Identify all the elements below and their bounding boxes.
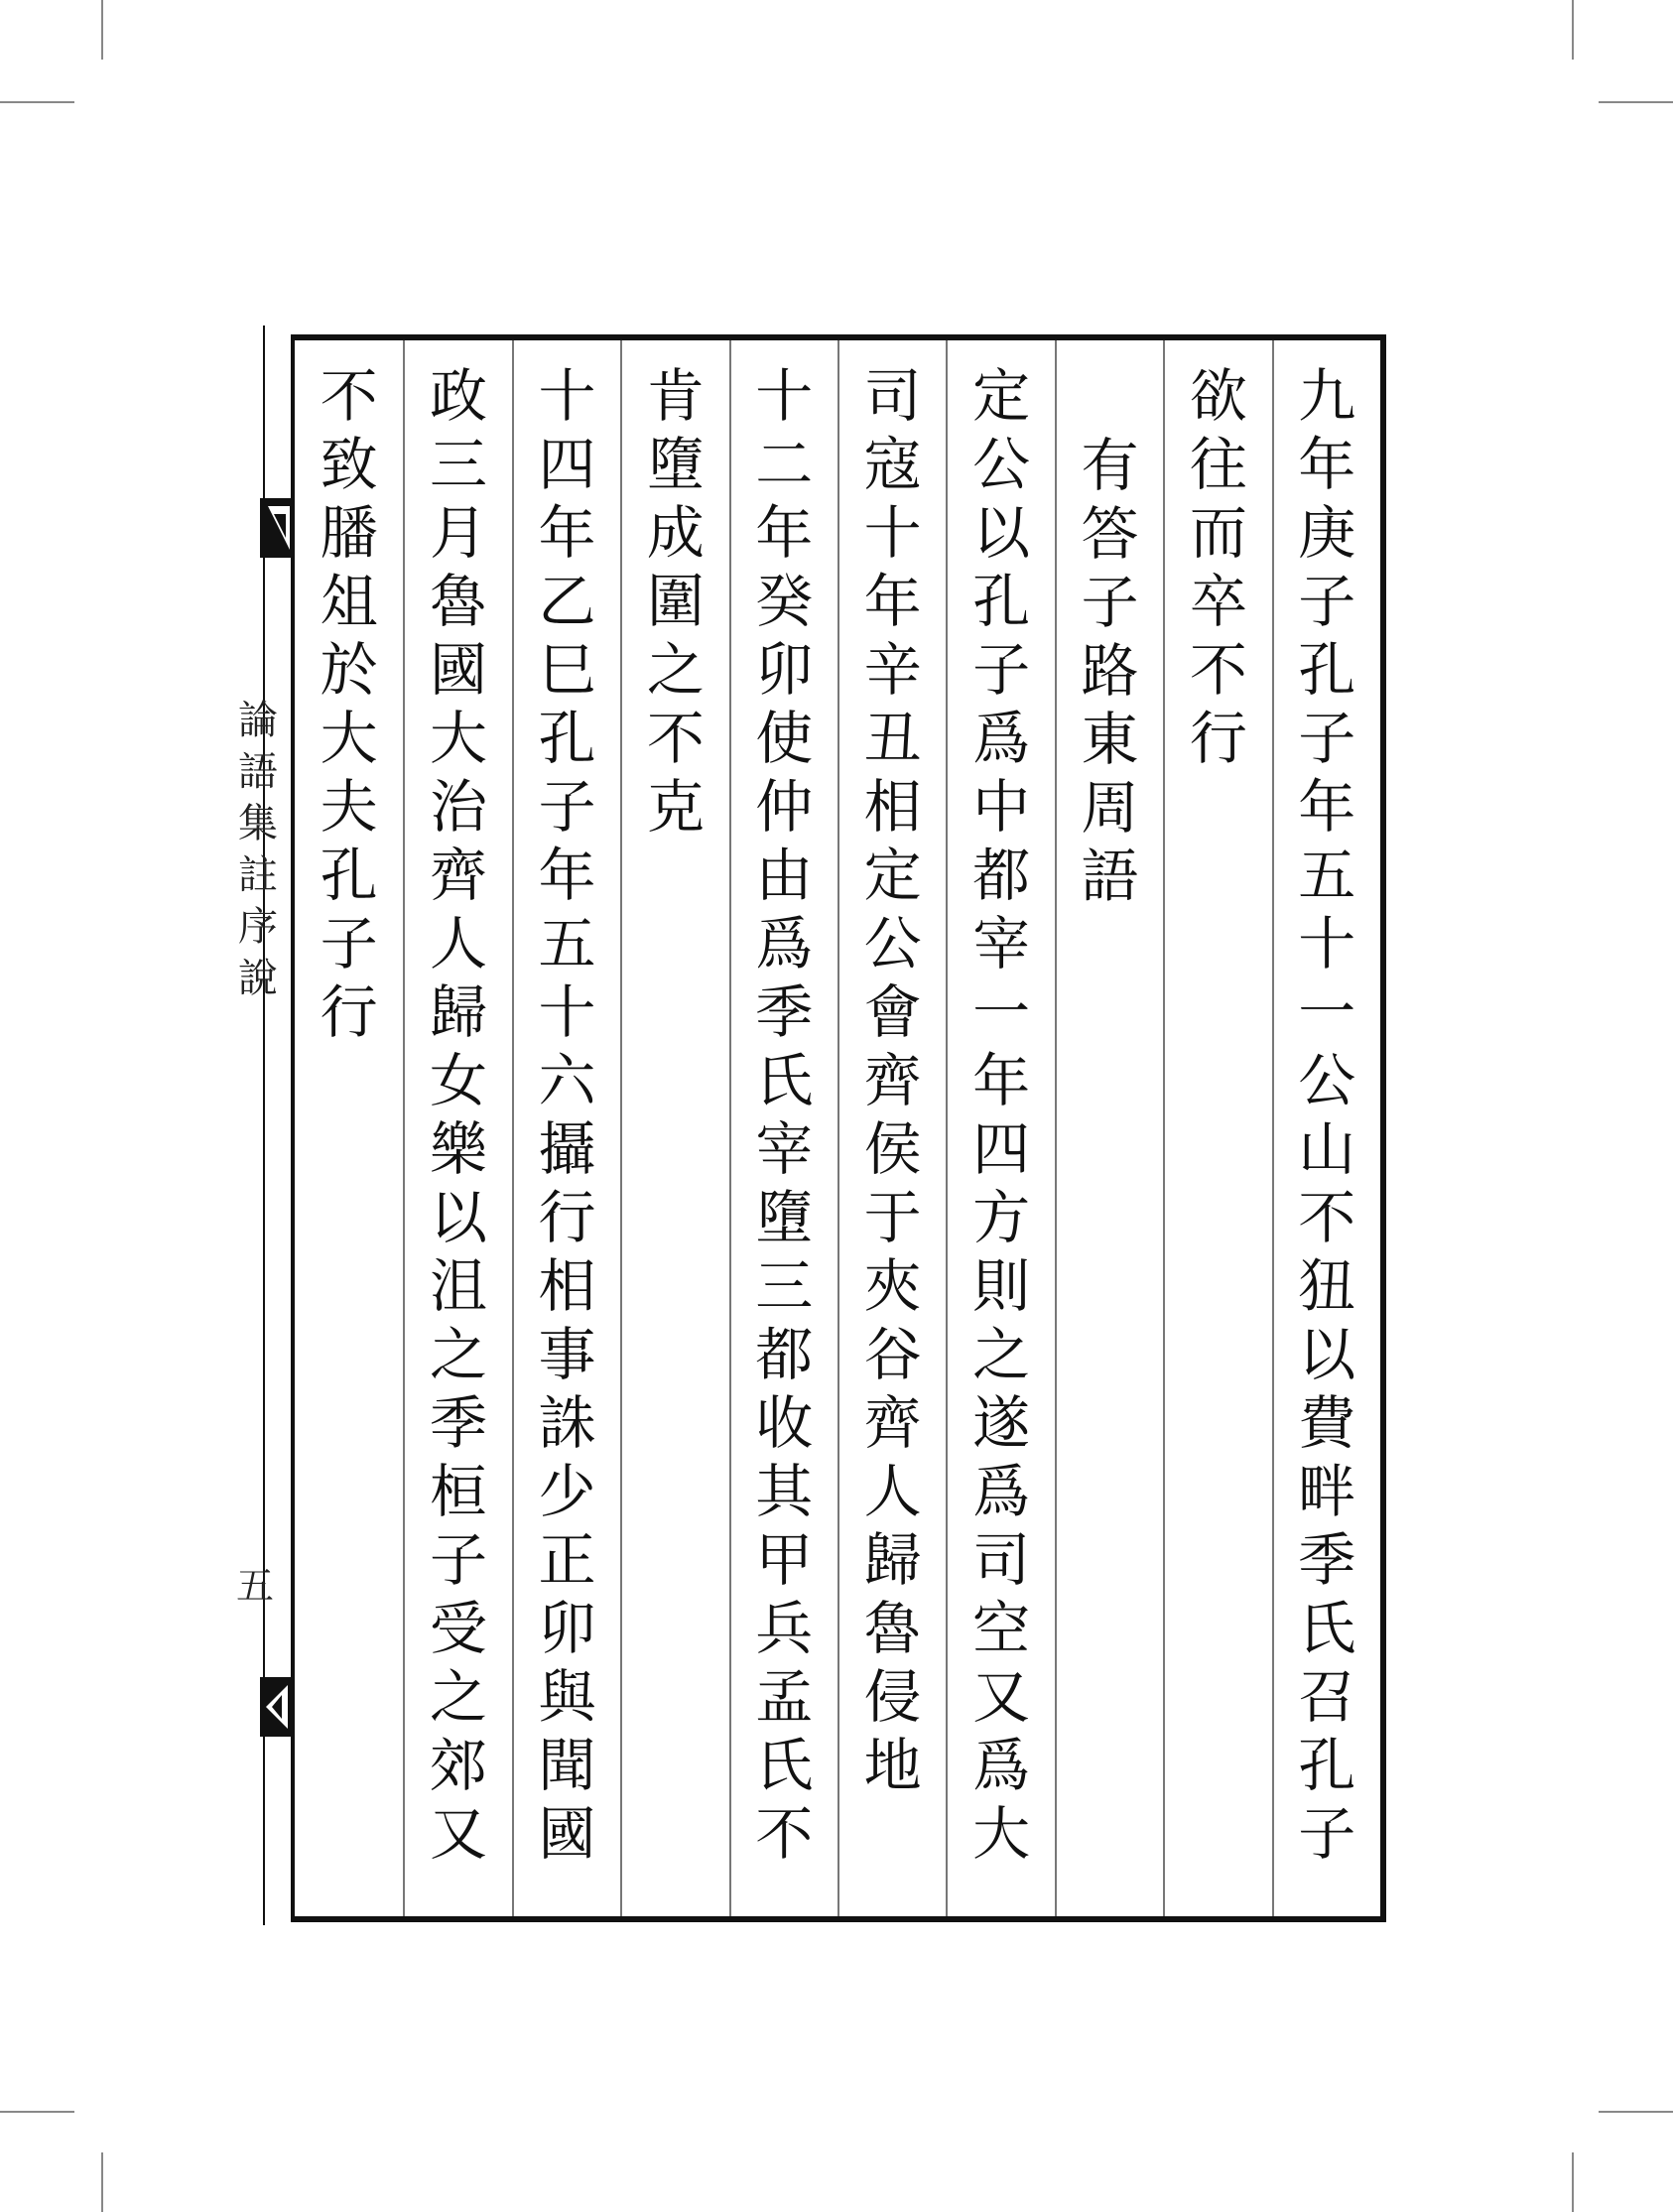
- glyph: 谷: [863, 1321, 922, 1388]
- glyph: 受: [430, 1595, 488, 1662]
- glyph: 又: [972, 1663, 1031, 1731]
- glyph: 巳: [538, 636, 596, 704]
- glyph: 九: [1298, 362, 1356, 430]
- text-column: [837, 340, 946, 1916]
- glyph: 十: [1298, 910, 1356, 977]
- glyph: 郊: [430, 1732, 488, 1799]
- glyph: 肯: [646, 362, 705, 430]
- glyph: 人: [863, 1458, 922, 1525]
- glyph: 不: [755, 1800, 814, 1868]
- text-column: [1163, 340, 1271, 1916]
- text-column: [729, 340, 837, 1916]
- glyph: 畔: [1298, 1458, 1356, 1525]
- glyph: 圍: [646, 568, 705, 635]
- book-title: [230, 695, 286, 1004]
- text-column: [1272, 340, 1380, 1916]
- glyph: 魯: [430, 568, 488, 635]
- glyph: 其: [755, 1458, 814, 1525]
- glyph: 子: [1298, 705, 1356, 772]
- glyph: 氏: [755, 1732, 814, 1799]
- glyph: 不: [320, 362, 378, 430]
- glyph: 又: [430, 1800, 488, 1868]
- glyph: 事: [538, 1321, 596, 1388]
- crop-mark: [1599, 2111, 1673, 2113]
- glyph: 相: [863, 773, 922, 841]
- glyph: 之: [972, 1321, 1031, 1388]
- glyph: 往: [1189, 431, 1247, 498]
- glyph: 大: [430, 705, 488, 772]
- text-columns: [295, 340, 1380, 1916]
- glyph: 子: [430, 1526, 488, 1594]
- glyph: 公: [1298, 1047, 1356, 1114]
- glyph: 定: [972, 362, 1031, 430]
- glyph: 氏: [755, 1047, 814, 1114]
- glyph: 俎: [320, 568, 378, 635]
- glyph: 國: [538, 1800, 596, 1868]
- glyph: 之: [646, 636, 705, 704]
- glyph: 年: [755, 499, 814, 567]
- text-column: [946, 340, 1054, 1916]
- crop-mark: [101, 0, 103, 60]
- glyph: 孔: [1298, 636, 1356, 704]
- glyph: 少: [538, 1458, 596, 1525]
- glyph: 爲: [755, 910, 814, 977]
- glyph: 會: [863, 978, 922, 1046]
- glyph: 卒: [1189, 568, 1247, 635]
- glyph: 五: [1298, 842, 1356, 909]
- glyph: 方: [972, 1184, 1031, 1251]
- glyph: 行: [538, 1184, 596, 1251]
- glyph: 魯: [863, 1595, 922, 1662]
- glyph: 大: [972, 1800, 1031, 1868]
- glyph: 于: [863, 1184, 922, 1251]
- glyph: 由: [755, 842, 814, 909]
- glyph: 公: [863, 910, 922, 977]
- glyph: 一: [972, 978, 1031, 1046]
- glyph: 年: [1298, 431, 1356, 498]
- glyph: 不: [1189, 636, 1247, 704]
- glyph: 以: [1298, 1321, 1356, 1388]
- glyph: 公: [972, 431, 1031, 498]
- title-glyph: 集: [238, 801, 278, 846]
- glyph: 孔: [538, 705, 596, 772]
- glyph: 則: [972, 1252, 1031, 1320]
- title-glyph: 語: [238, 749, 278, 795]
- glyph: 爲: [972, 705, 1031, 772]
- glyph: 季: [430, 1389, 488, 1457]
- glyph: 攝: [538, 1115, 596, 1183]
- glyph: 齊: [863, 1047, 922, 1114]
- glyph: 侵: [863, 1663, 922, 1731]
- text-column: [403, 340, 511, 1916]
- glyph: 定: [863, 842, 922, 909]
- glyph: 都: [755, 1321, 814, 1388]
- glyph: 路: [1081, 637, 1139, 705]
- glyph: 孔: [320, 842, 378, 909]
- glyph: 兵: [755, 1595, 814, 1662]
- glyph: 之: [430, 1321, 488, 1388]
- glyph: 於: [320, 636, 378, 704]
- glyph: 四: [538, 431, 596, 498]
- glyph: 東: [1081, 706, 1139, 773]
- glyph: 季: [1298, 1526, 1356, 1594]
- glyph: 仲: [755, 773, 814, 841]
- glyph: 夾: [863, 1252, 922, 1320]
- glyph: 子: [1298, 568, 1356, 635]
- fishtail-mark-lower-icon: [260, 1677, 294, 1737]
- glyph: 都: [972, 842, 1031, 909]
- glyph: 墮: [646, 431, 705, 498]
- glyph: 年: [538, 499, 596, 567]
- glyph: 司: [972, 1526, 1031, 1594]
- text-column: [620, 340, 728, 1916]
- glyph: 地: [863, 1732, 922, 1799]
- glyph: 子: [1081, 569, 1139, 636]
- glyph: 誅: [538, 1389, 596, 1457]
- glyph: 十: [863, 499, 922, 567]
- glyph: 乙: [538, 568, 596, 635]
- glyph: 女: [430, 1047, 488, 1114]
- glyph: 有: [1081, 432, 1139, 499]
- glyph: 孔: [972, 568, 1031, 635]
- crop-mark: [1572, 2152, 1574, 2212]
- glyph: 成: [646, 499, 705, 567]
- glyph: 使: [755, 705, 814, 772]
- glyph: 召: [1298, 1663, 1356, 1731]
- title-glyph: 註: [238, 852, 278, 898]
- text-column: [1055, 340, 1163, 1916]
- glyph: 子: [972, 636, 1031, 704]
- glyph: 不: [646, 705, 705, 772]
- glyph: 沮: [430, 1252, 488, 1320]
- glyph: 宰: [972, 910, 1031, 977]
- glyph: 以: [972, 499, 1031, 567]
- glyph: 桓: [430, 1458, 488, 1525]
- glyph: 爲: [972, 1732, 1031, 1799]
- glyph: 齊: [430, 842, 488, 909]
- glyph: 收: [755, 1389, 814, 1457]
- glyph: 不: [1298, 1184, 1356, 1251]
- glyph: 辛: [863, 636, 922, 704]
- crop-mark: [0, 101, 74, 103]
- glyph: 癸: [755, 568, 814, 635]
- fishtail-mark-upper-icon: [260, 498, 294, 558]
- glyph: 年: [972, 1047, 1031, 1114]
- glyph: 卯: [755, 636, 814, 704]
- glyph: 夫: [320, 773, 378, 841]
- crop-mark: [1572, 0, 1574, 60]
- glyph: 之: [430, 1663, 488, 1731]
- glyph: 墮: [755, 1184, 814, 1251]
- glyph: 季: [755, 978, 814, 1046]
- glyph: 空: [972, 1595, 1031, 1662]
- glyph: 行: [320, 978, 378, 1046]
- page-number: 五: [236, 1564, 275, 1608]
- glyph: 語: [1081, 843, 1139, 910]
- glyph: 人: [430, 910, 488, 977]
- glyph: 欲: [1189, 362, 1247, 430]
- glyph: 年: [1298, 773, 1356, 841]
- glyph: 爲: [972, 1458, 1031, 1525]
- glyph: 子: [320, 910, 378, 977]
- glyph: 膰: [320, 499, 378, 567]
- title-glyph: 論: [238, 698, 278, 743]
- glyph: 宰: [755, 1115, 814, 1183]
- glyph: 寇: [863, 431, 922, 498]
- glyph: 十: [755, 362, 814, 430]
- glyph: 遂: [972, 1389, 1031, 1457]
- glyph: 孔: [1298, 1732, 1356, 1799]
- glyph: 而: [1189, 499, 1247, 567]
- glyph: 孟: [755, 1663, 814, 1731]
- glyph: 庚: [1298, 499, 1356, 567]
- glyph: 與: [538, 1663, 596, 1731]
- glyph: 氏: [1298, 1595, 1356, 1662]
- glyph: 以: [430, 1184, 488, 1251]
- title-glyph: 序: [238, 904, 278, 950]
- glyph: 聞: [538, 1732, 596, 1799]
- glyph: 年: [538, 842, 596, 909]
- text-column: [512, 340, 620, 1916]
- glyph: 甲: [755, 1526, 814, 1594]
- glyph: 年: [863, 568, 922, 635]
- glyph: 三: [755, 1252, 814, 1320]
- glyph: 六: [538, 1047, 596, 1114]
- glyph: 治: [430, 773, 488, 841]
- glyph: 行: [1189, 705, 1247, 772]
- glyph: 費: [1298, 1389, 1356, 1457]
- glyph: 相: [538, 1252, 596, 1320]
- glyph: 中: [972, 773, 1031, 841]
- glyph: 周: [1081, 774, 1139, 842]
- glyph: 丑: [863, 705, 922, 772]
- crop-mark: [0, 2111, 74, 2113]
- glyph: 歸: [863, 1526, 922, 1594]
- glyph: 侯: [863, 1115, 922, 1183]
- title-glyph: 說: [238, 956, 278, 1001]
- glyph: 克: [646, 773, 705, 841]
- glyph: 政: [430, 362, 488, 430]
- glyph: 齊: [863, 1389, 922, 1457]
- text-frame: [291, 334, 1386, 1922]
- glyph: 月: [430, 499, 488, 567]
- glyph: 十: [538, 978, 596, 1046]
- glyph: 子: [1298, 1800, 1356, 1868]
- glyph: 樂: [430, 1115, 488, 1183]
- glyph: 五: [538, 910, 596, 977]
- glyph: 答: [1081, 500, 1139, 568]
- glyph: 一: [1298, 978, 1356, 1046]
- glyph: 致: [320, 431, 378, 498]
- glyph: 山: [1298, 1115, 1356, 1183]
- glyph: 三: [430, 431, 488, 498]
- glyph: 國: [430, 636, 488, 704]
- glyph: 司: [863, 362, 922, 430]
- crop-mark: [101, 2152, 103, 2212]
- text-column: [295, 340, 403, 1916]
- glyph: 子: [538, 773, 596, 841]
- crop-mark: [1599, 101, 1673, 103]
- glyph: 正: [538, 1526, 596, 1594]
- glyph: 大: [320, 705, 378, 772]
- glyph: 卯: [538, 1595, 596, 1662]
- glyph: 二: [755, 431, 814, 498]
- glyph: 十: [538, 362, 596, 430]
- glyph: 歸: [430, 978, 488, 1046]
- glyph: 狃: [1298, 1252, 1356, 1320]
- glyph: 四: [972, 1115, 1031, 1183]
